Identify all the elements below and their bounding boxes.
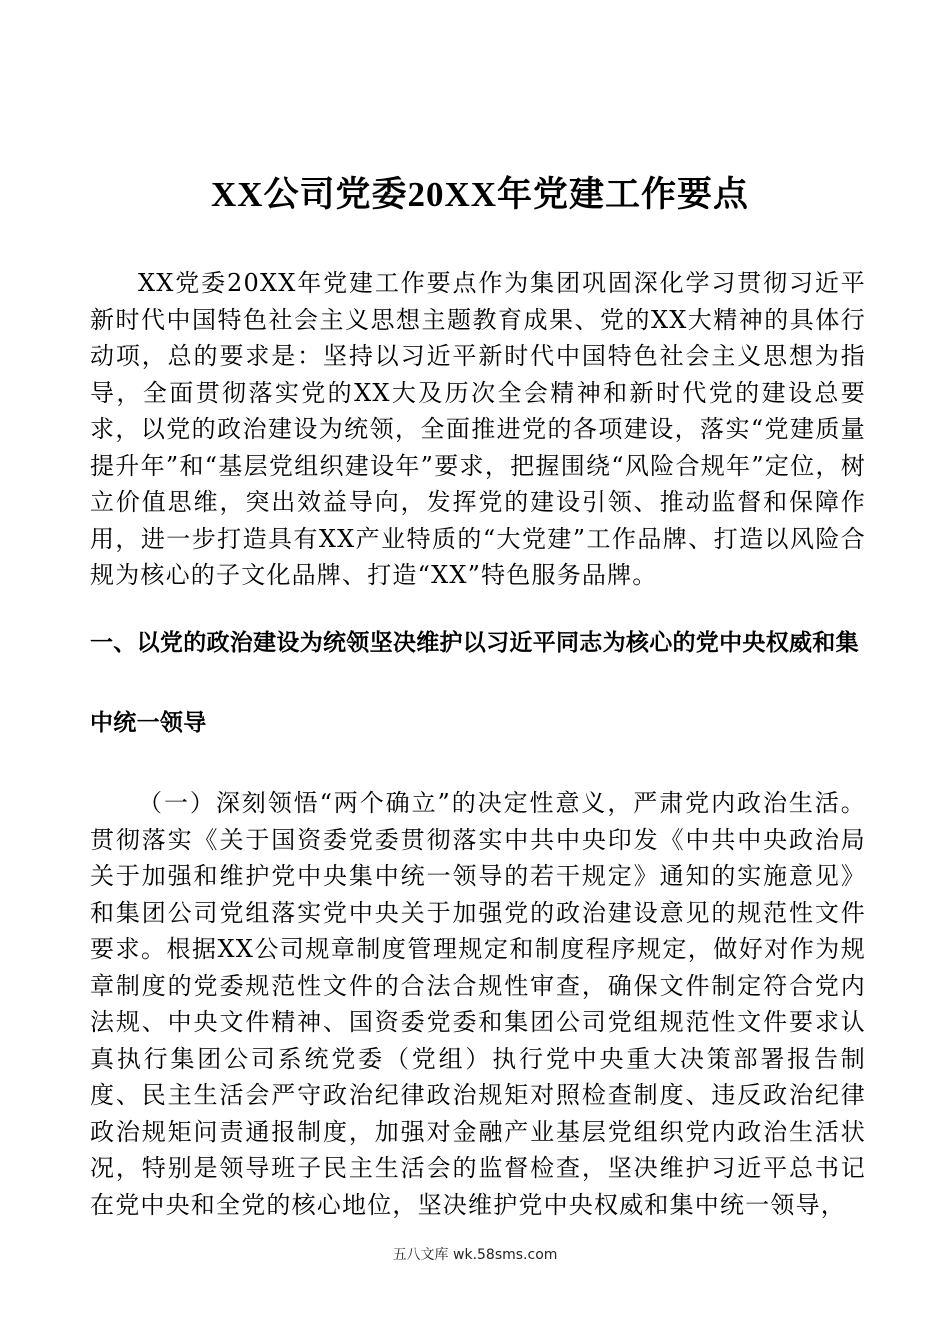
section-heading-1: 一、以党的政治建设为统领坚决维护以习近平同志为核心的党中央权威和集中统一领导: [90, 630, 859, 736]
subsection-paragraph-1: （一）深刻领悟“两个确立”的决定性意义，严肃党内政治生活。贯彻落实《关于国资委党委贯彻落实中共中央印发《中共中央政治局关于加强和维护党中央集中统一领导的若干规定》通知的实施意见》和集团公司党组落实党中央关于加强党的政治建设意见的规范性文件要求。根据XX公司规章制度管理规定和制度程序规定，做好对作为规章制度的党委规范性文件的合法合规性审查，确保文件制定符合党内法规、中央文件精神、国资委党委和集团公司党组规范性文件要求认真执行集团公司系统党委（党组）执行党中央重大决策部署报告制度、民主生活会严守政治纪律政治规矩对照检查制度、违反政治纪律政治规矩问责通报制度，加强对金融产业基层党组织党内政治生活状况，特别是领导班子民主生活会的监督检查，坚决维护习近平总书记在党中央和全党的核心地位，坚决维护党中央权威和集中统一领导，: [90, 789, 866, 1219]
footer-watermark: 五八文库 wk.58sms.com: [392, 1247, 558, 1263]
document-title: XX公司党委20XX年党建工作要点: [210, 175, 750, 214]
intro-paragraph: XX党委20XX年党建工作要点作为集团巩固深化学习贯彻习近平新时代中国特色社会主义思想主题教育成果、党的XX大精神的具体行动项，总的要求是：坚持以习近平新时代中国特色社会主义思想为指导，全面贯彻落实党的XX大及历次全会精神和新时代党的建设总要求，以党的政治建设为统领，全面推进党的各项建设，落实“党建质量提升年”和“基层党组织建设年”要求，把握围绕“风险合规年”定位，树立价值思维，突出效益导向，发挥党的建设引领、推动监督和保障作用，进一步打造具有XX产业特质的“大党建”工作品牌、打造以风险合规为核心的子文化品牌、打造“XX”特色服务品牌。: [90, 269, 866, 589]
